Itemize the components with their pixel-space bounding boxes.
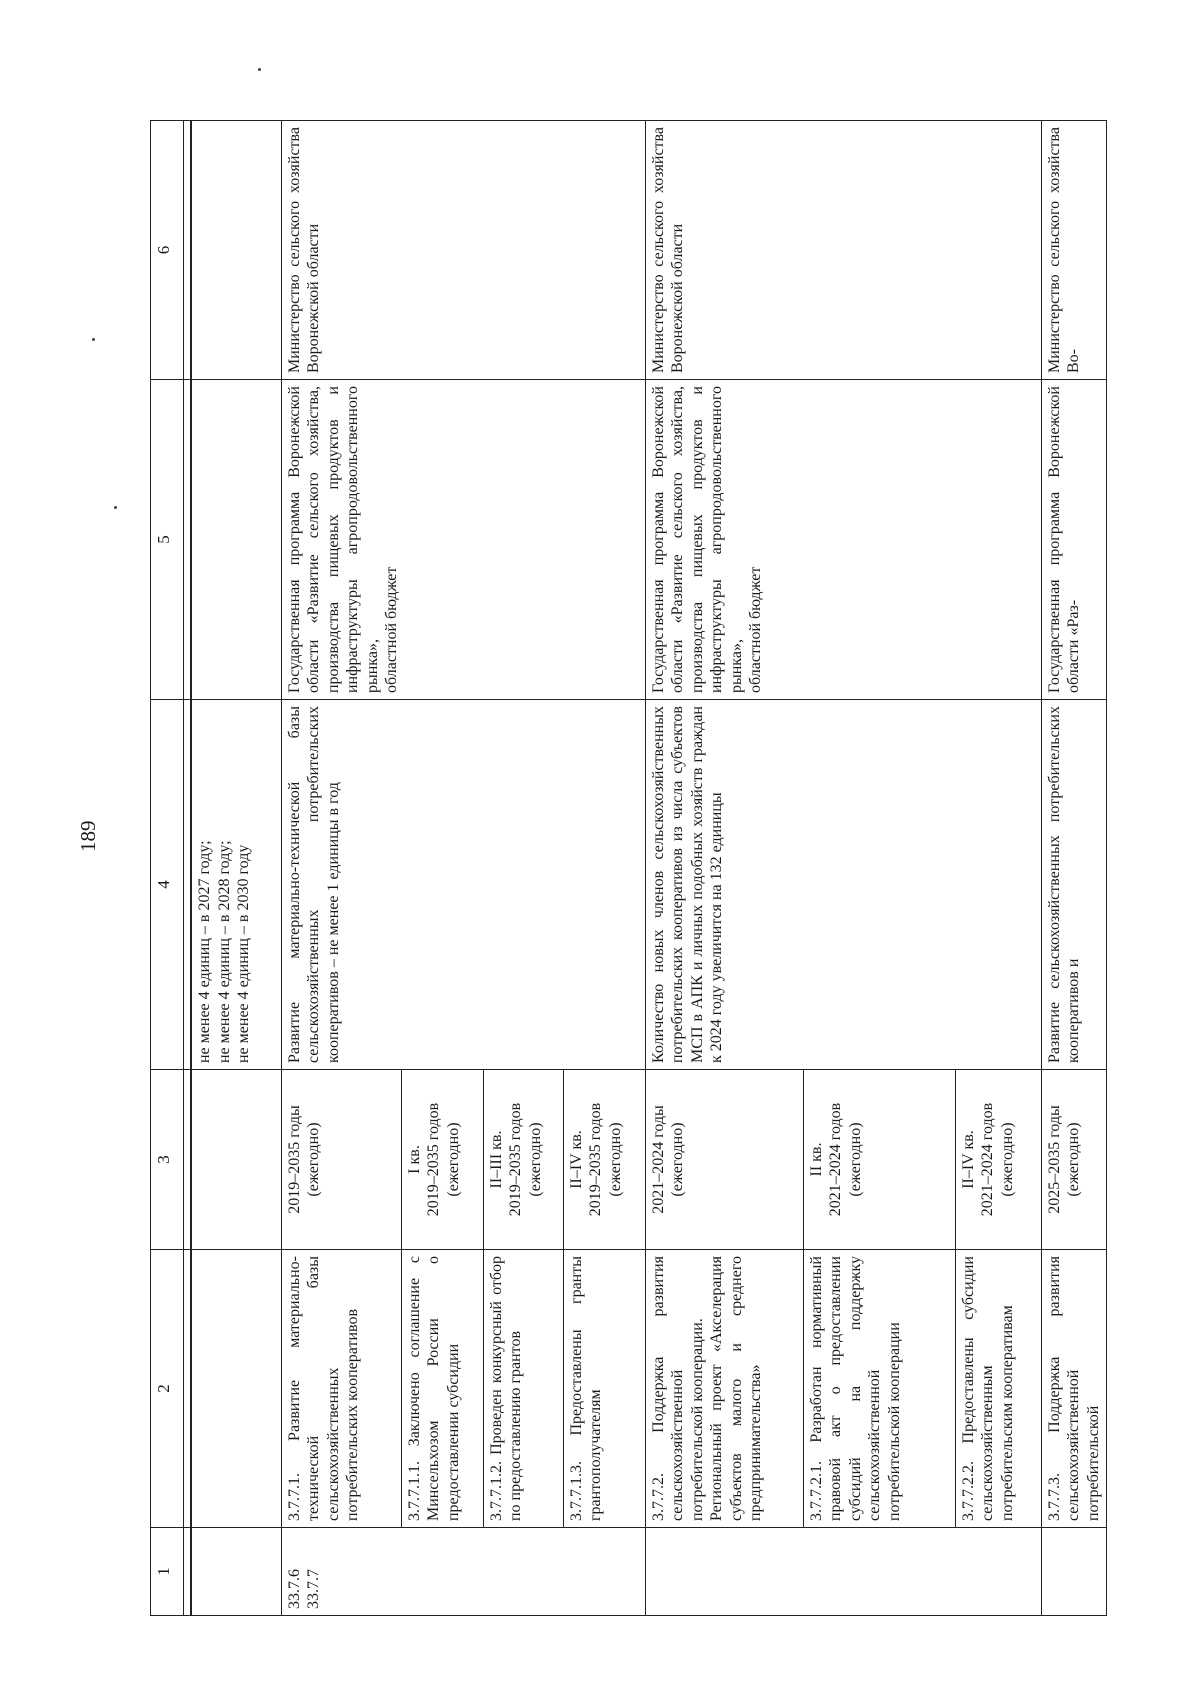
table-row bbox=[1041, 121, 1107, 1616]
page-number: 189 bbox=[76, 820, 100, 852]
column-header: 1 bbox=[151, 1528, 184, 1616]
header-spacer bbox=[184, 121, 192, 1616]
period-cell: 2019–2035 годы (ежегодно) bbox=[281, 1070, 401, 1250]
responsible-cell: Министерство сельского хозяйства Воронежской области bbox=[281, 121, 645, 380]
scan-speck bbox=[92, 338, 95, 341]
indicator-cell: Развитие материально-технической базы сельскохозяйственных потребительских кооперативов – не менее 1 единицы в год bbox=[281, 700, 645, 1070]
scan-speck bbox=[114, 506, 117, 509]
source-cell: Государственная программа Воронежской области «Развитие сельского хозяйства, производства пищевых продуктов и инфраструктуры агропродовольственного рынка», областной бюджет bbox=[281, 380, 645, 700]
measure-cell: 3.7.7.3. Поддержка развития сельскохозяйственной потребительской bbox=[1041, 1250, 1107, 1528]
measure-cell: 3.7.7.2.2. Предоставлены субсидии сельскохозяйственным потребительским кооперативам bbox=[955, 1250, 1041, 1528]
period-cell: 2021–2024 годы (ежегодно) bbox=[645, 1070, 803, 1250]
column-header: 4 bbox=[151, 700, 184, 1070]
column-header: 3 bbox=[151, 1070, 184, 1250]
column-header: 2 bbox=[151, 1250, 184, 1528]
measure-cell: 3.7.7.1.2. Проведен конкурсный отбор по предоставлению грантов bbox=[483, 1250, 563, 1528]
source-cell: Государственная программа Воронежской области «Раз- bbox=[1041, 380, 1107, 700]
rotated-page-content bbox=[150, 121, 1102, 1616]
column-header: 5 bbox=[151, 380, 184, 700]
table-row bbox=[645, 121, 803, 1616]
period-cell: 2025–2035 годы (ежегодно) bbox=[1041, 1070, 1107, 1250]
period-cell: II–IV кв. 2019–2035 годов (ежегодно) bbox=[563, 1070, 645, 1250]
period-cell: II–III кв. 2019–2035 годов (ежегодно) bbox=[483, 1070, 563, 1250]
measure-cell: 3.7.7.2.1. Разработан нормативный правовой акт о предоставлении субсидий на поддержку сельскохозяйственной потребительской кооперации bbox=[803, 1250, 955, 1528]
measure-cell: 3.7.7.2. Поддержка развития сельскохозяйственной потребительской кооперации. Региональный проект «Акселерация субъектов малого и среднего предпринимательства» bbox=[645, 1250, 803, 1528]
measure-cell: 3.7.7.1.1. Заключено соглашение с Минсельхозом России о предоставлении субсидии bbox=[401, 1250, 483, 1528]
table-row bbox=[281, 121, 401, 1616]
indicator-cell: не менее 4 единиц – в 2027 году; не менее 4 единиц – в 2028 году; не менее 4 единиц – в 2030 году bbox=[191, 700, 281, 1070]
item-number-cell: 33.7.6 33.7.7 bbox=[281, 1528, 645, 1616]
column-number-row bbox=[151, 121, 184, 1616]
table-row bbox=[191, 121, 281, 1616]
responsible-cell: Министерство сельского хозяйства Во- bbox=[1041, 121, 1107, 380]
period-cell: I кв. 2019–2035 годов (ежегодно) bbox=[401, 1070, 483, 1250]
responsible-cell: Министерство сельского хозяйства Воронежской области bbox=[645, 121, 1041, 380]
period-cell: II–IV кв. 2021–2024 годов (ежегодно) bbox=[955, 1070, 1041, 1250]
measure-cell: 3.7.7.1.3. Предоставлены гранты грантополучателям bbox=[563, 1250, 645, 1528]
period-cell: II кв. 2021–2024 годов (ежегодно) bbox=[803, 1070, 955, 1250]
indicator-cell: Развитие сельскохозяйственных потребительских кооперативов и bbox=[1041, 700, 1107, 1070]
source-cell: Государственная программа Воронежской области «Развитие сельского хозяйства, производства пищевых продуктов и инфраструктуры агропродовольственного рынка», областной бюджет bbox=[645, 380, 1041, 700]
scan-speck bbox=[258, 68, 261, 71]
measures-table bbox=[150, 120, 1107, 1616]
indicator-cell: Количество новых членов сельскохозяйственных потребительских кооперативов из числа субъектов МСП в АПК и личных подобных хозяйств граждан к 2024 году увеличится на 132 единицы bbox=[645, 700, 1041, 1070]
measure-cell: 3.7.7.1. Развитие материально-технической базы сельскохозяйственных потребительских кооперативов bbox=[281, 1250, 401, 1528]
column-header: 6 bbox=[151, 121, 184, 380]
